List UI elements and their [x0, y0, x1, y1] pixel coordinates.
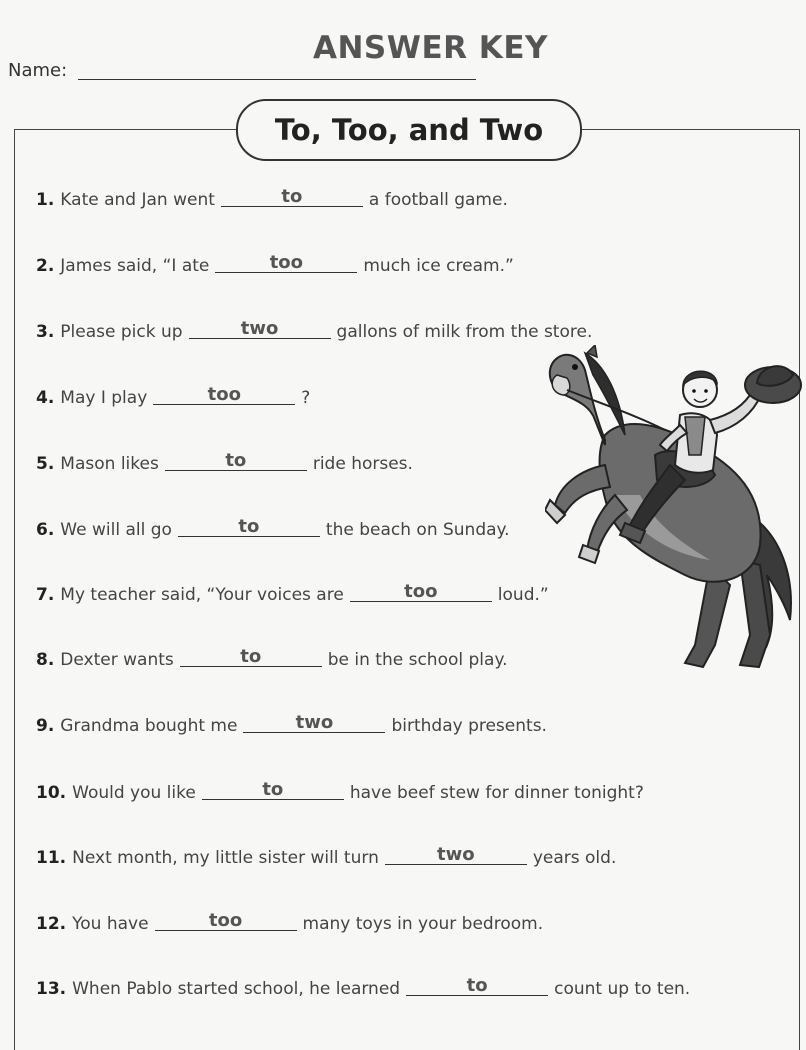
question-number: 7.	[36, 585, 55, 605]
question-number: 2.	[36, 256, 55, 276]
question-number: 3.	[36, 322, 55, 342]
question-text-after: a football game.	[368, 190, 508, 210]
answer-blank[interactable]	[180, 648, 322, 667]
answer: to	[262, 779, 284, 800]
question-10	[36, 779, 644, 803]
answer-blank[interactable]	[350, 583, 492, 602]
question-text-before: Next month, my little sister will turn	[72, 848, 379, 868]
question-number: 5.	[36, 454, 55, 474]
question-text-after: many toys in your bedroom.	[302, 914, 544, 934]
question-6	[36, 516, 510, 540]
answer: to	[238, 516, 260, 537]
question-number: 11.	[36, 848, 67, 868]
question-text-before: Mason likes	[60, 454, 159, 474]
answer: to	[240, 646, 262, 667]
question-7	[36, 581, 549, 605]
answer-blank[interactable]	[189, 320, 331, 339]
question-12	[36, 910, 544, 934]
question-5	[36, 450, 413, 474]
question-number: 9.	[36, 716, 55, 736]
question-3	[36, 318, 593, 342]
question-text-after: count up to ten.	[554, 979, 691, 999]
question-text-after: have beef stew for dinner tonight?	[349, 783, 644, 803]
answer-blank[interactable]	[385, 846, 527, 865]
question-text-after: be in the school play.	[327, 650, 508, 670]
answer: to	[466, 975, 488, 996]
question-text-after: gallons of milk from the store.	[336, 322, 593, 342]
answer-blank[interactable]	[165, 452, 307, 471]
answer: too	[269, 252, 304, 273]
answer: too	[208, 910, 243, 931]
page-title: To, Too, and Two	[274, 113, 544, 147]
answer: too	[404, 581, 438, 602]
question-text-after: the beach on Sunday.	[325, 520, 510, 540]
question-text-before: Would you like	[72, 783, 196, 803]
question-number: 13.	[36, 979, 67, 999]
question-text-before: James said, “I ate	[60, 256, 210, 276]
question-text-before: Please pick up	[60, 322, 183, 342]
name-label: Name:	[8, 60, 68, 81]
answer-blank[interactable]	[202, 781, 344, 800]
question-number: 6.	[36, 520, 55, 540]
answer: two	[240, 318, 279, 339]
question-2	[36, 252, 514, 276]
question-text-after: ?	[301, 388, 311, 408]
question-text-before: May I play	[60, 388, 148, 408]
question-number: 1.	[36, 190, 55, 210]
question-13	[36, 975, 691, 999]
question-number: 4.	[36, 388, 55, 408]
question-text-after: birthday presents.	[391, 716, 547, 736]
question-text-after: much ice cream.”	[363, 256, 514, 276]
question-text-before: When Pablo started school, he learned	[72, 979, 401, 999]
answer-blank[interactable]	[215, 254, 357, 273]
question-number: 10.	[36, 783, 67, 803]
question-text-before: You have	[72, 914, 149, 934]
question-8	[36, 646, 508, 670]
answer: two	[437, 844, 475, 865]
question-text-after: loud.”	[497, 585, 549, 605]
answer-blank[interactable]	[153, 386, 295, 405]
cowboy-horse-illustration	[545, 345, 803, 680]
name-line[interactable]	[78, 79, 476, 80]
answer-blank[interactable]	[243, 714, 385, 733]
question-9	[36, 712, 547, 736]
answer-key-heading: ANSWER KEY	[313, 30, 548, 66]
question-number: 12.	[36, 914, 67, 934]
answer-blank[interactable]	[406, 977, 548, 996]
answer: to	[281, 186, 303, 207]
title-banner	[236, 99, 582, 161]
answer-blank[interactable]	[155, 912, 297, 931]
answer-blank[interactable]	[178, 518, 320, 537]
question-text-before: We will all go	[60, 520, 172, 540]
answer-blank[interactable]	[221, 188, 363, 207]
answer: two	[295, 712, 334, 733]
question-text-before: My teacher said, “Your voices are	[60, 585, 344, 605]
question-11	[36, 844, 617, 868]
question-number: 8.	[36, 650, 55, 670]
question-text-after: years old.	[532, 848, 617, 868]
answer: to	[225, 450, 247, 471]
question-1	[36, 186, 508, 210]
answer: too	[207, 384, 241, 405]
question-text-before: Kate and Jan went	[60, 190, 215, 210]
question-text-before: Grandma bought me	[60, 716, 238, 736]
question-text-before: Dexter wants	[60, 650, 174, 670]
question-text-after: ride horses.	[312, 454, 413, 474]
question-4	[36, 384, 311, 408]
